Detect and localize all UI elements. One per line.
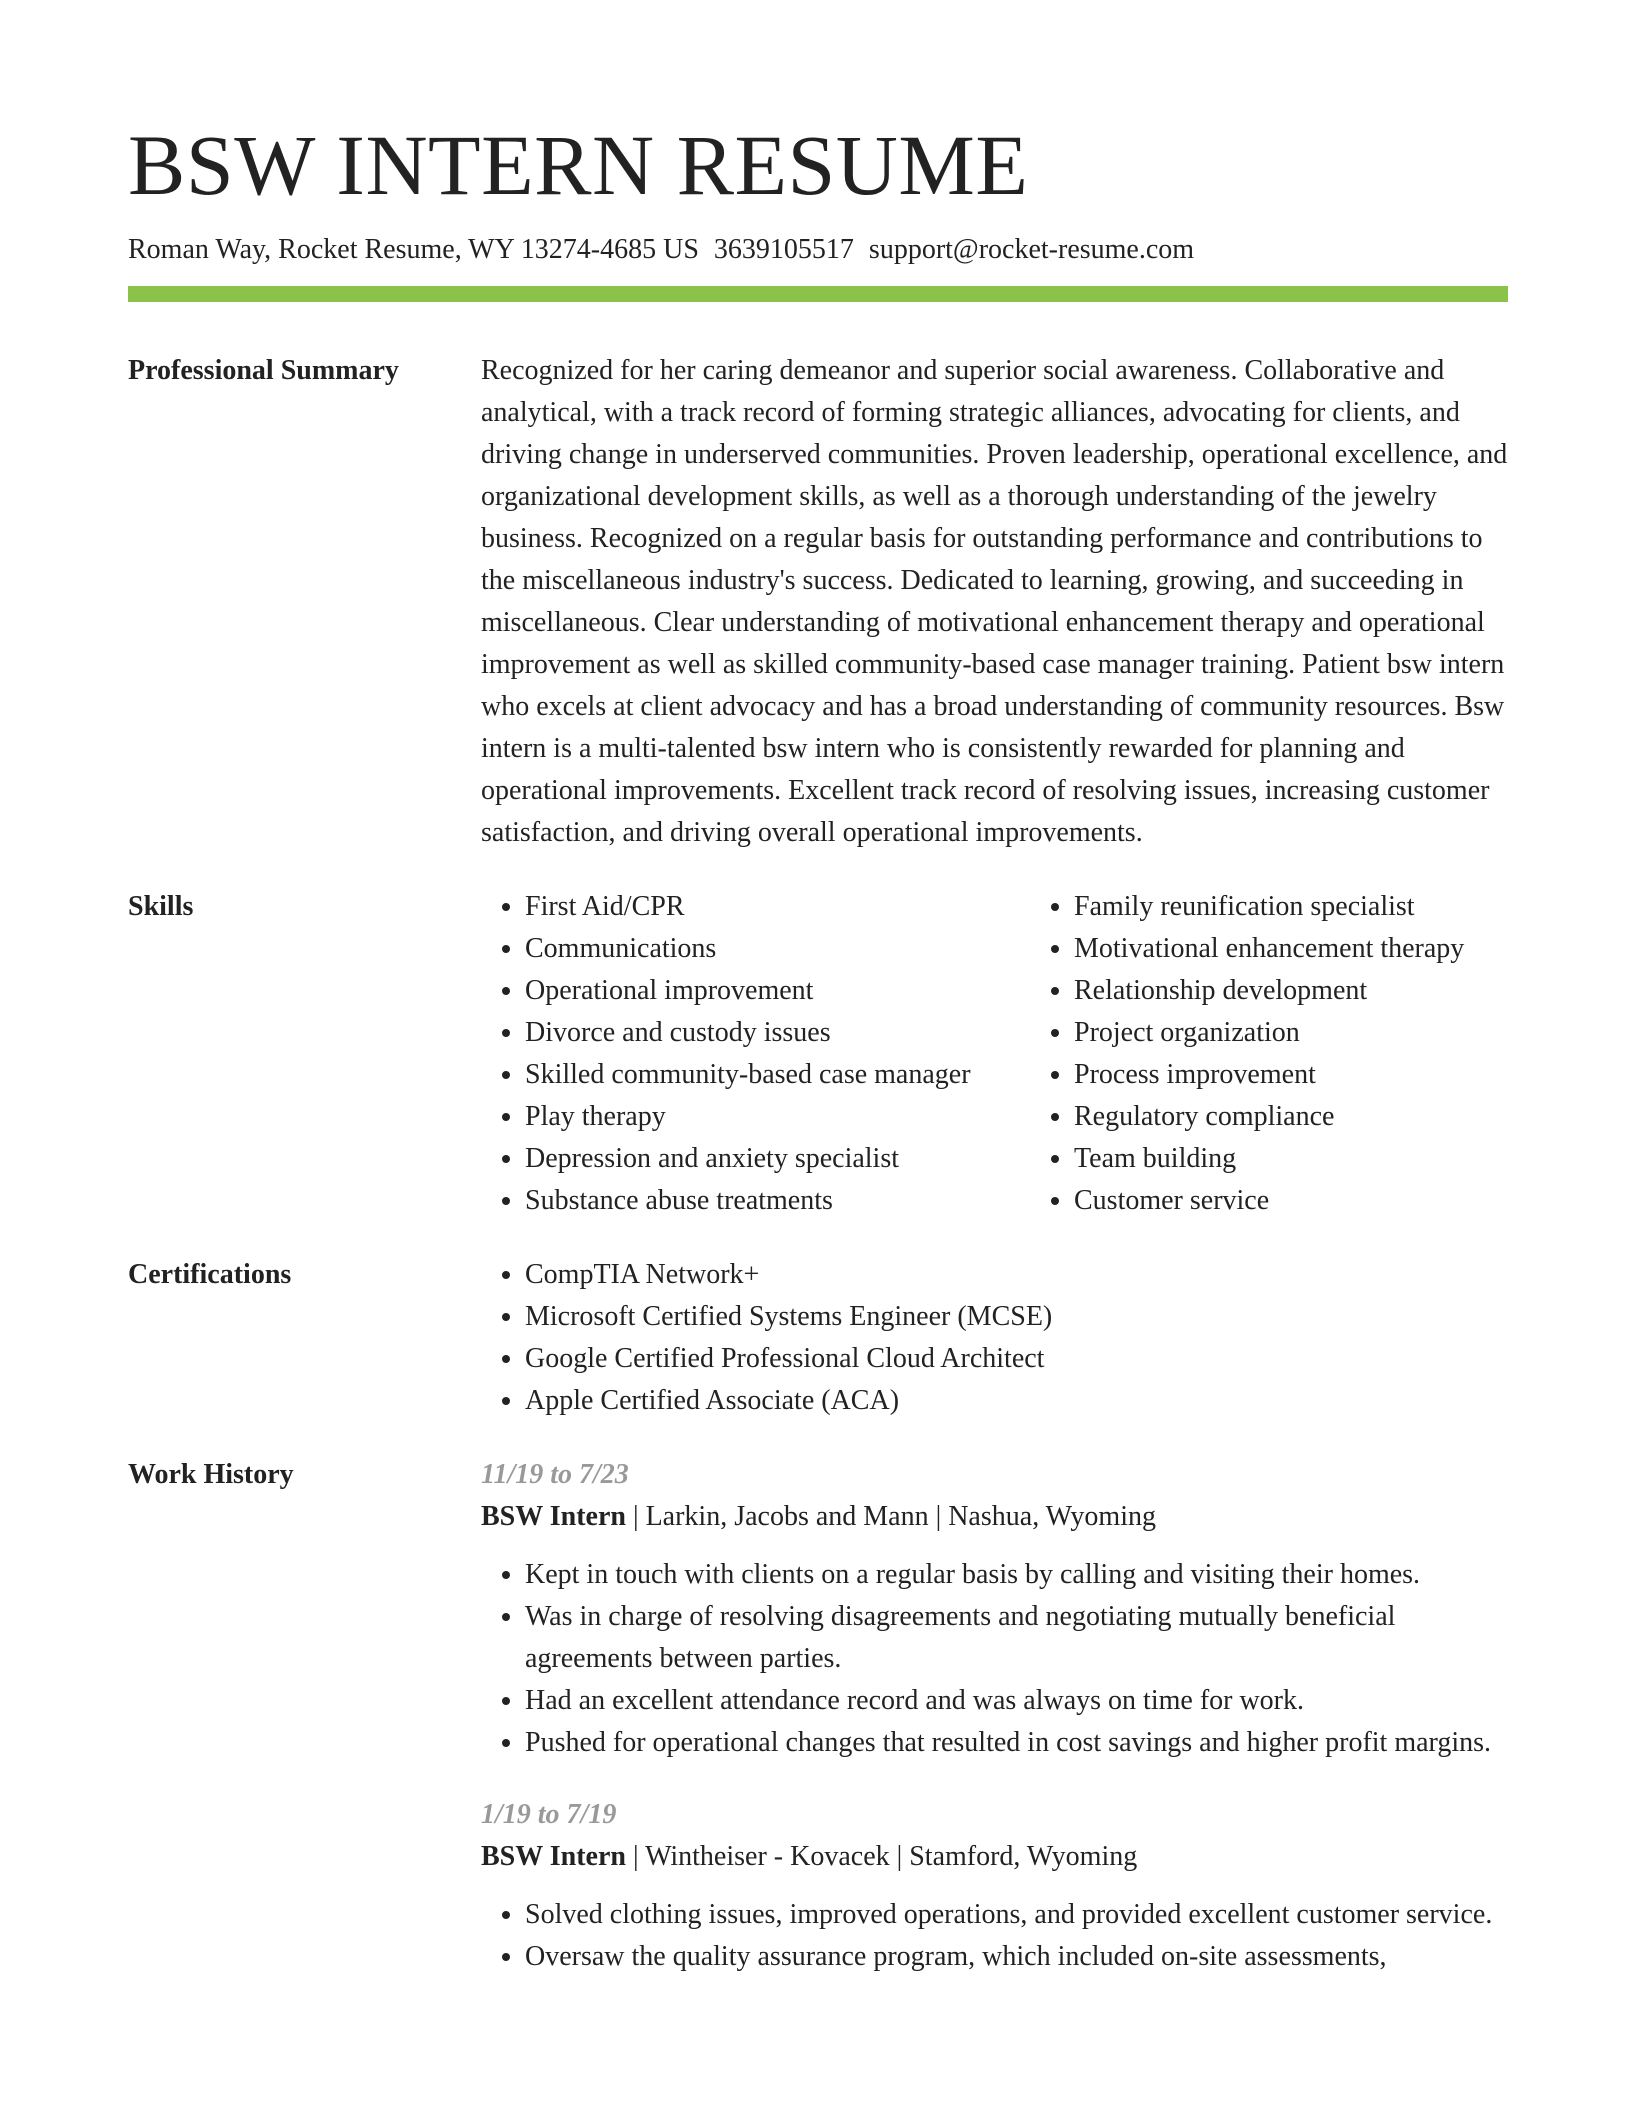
certifications-section <box>128 1254 1508 1422</box>
skill-item: • Motivational enhancement therapy <box>1074 928 1508 970</box>
summary-text: Recognized for her caring demeanor and superior social awareness. Collaborative and analytical, with a track record of forming strategic alliances, advocating for clients, and driving change in underserved communities. Proven leadership, operational excellence, and organizational development skills, as well as a thorough understanding of the jewelry business. Recognized on a regular basis for outstanding performance and contributions to the miscellaneous industry's success. Dedicated to learning, growing, and succeeding in miscellaneous. Clear understanding of motivational enhancement therapy and operational improvement as well as skilled community-based case manager training. Patient bsw intern who excels at client advocacy and has a broad understanding of community resources. Bsw intern is a multi-talented bsw intern who is consistently rewarded for planning and operational improvements. Excellent track record of resolving issues, increasing customer satisfaction, and driving overall operational improvements. <box>481 355 1508 848</box>
header-divider <box>128 286 1508 302</box>
contact-email: support@rocket-resume.com <box>868 234 1195 265</box>
job-details: | Larkin, Jacobs and Mann | Nashua, Wyoming <box>625 1501 1156 1532</box>
job-dates: 1/19 to 7/19 <box>481 1799 617 1830</box>
job-title: BSW Intern <box>481 1841 626 1872</box>
summary-section <box>128 350 1508 854</box>
skill-item: • Play therapy <box>525 1096 1030 1138</box>
resume-sections <box>128 350 1508 2010</box>
job-bullet: • Oversaw the quality assurance program, which included on-site assessments, <box>525 1936 1508 1978</box>
skill-item: • Skilled community-based case manager <box>525 1054 1030 1096</box>
job-bullet: • Kept in touch with clients on a regular basis by calling and visiting their homes. <box>525 1554 1508 1596</box>
skills-list-left <box>481 886 1030 1222</box>
certification-item: • Google Certified Professional Cloud Architect <box>525 1338 1508 1380</box>
resume-title: BSW INTERN RESUME <box>128 117 1029 213</box>
contact-phone: 3639105517 <box>713 234 854 265</box>
job-details: | Wintheiser - Kovacek | Stamford, Wyoming <box>625 1841 1138 1872</box>
skill-item: • Depression and anxiety specialist <box>525 1138 1030 1180</box>
work-history-label: Work History <box>128 1459 294 1490</box>
contact-line <box>128 232 1194 268</box>
skill-item: • Divorce and custody issues <box>525 1012 1030 1054</box>
skill-item: • Project organization <box>1074 1012 1508 1054</box>
certifications-list <box>481 1254 1508 1422</box>
skill-item: • First Aid/CPR <box>525 886 1030 928</box>
skill-item: • Customer service <box>1074 1180 1508 1222</box>
skill-item: • Relationship development <box>1074 970 1508 1012</box>
certification-item: • CompTIA Network+ <box>525 1254 1508 1296</box>
contact-address: Roman Way, Rocket Resume, WY 13274-4685 US <box>128 234 699 265</box>
job-bullets <box>481 1554 1508 1764</box>
skill-item: • Operational improvement <box>525 970 1030 1012</box>
certification-item: • Apple Certified Associate (ACA) <box>525 1380 1508 1422</box>
work-history-section <box>128 1454 1508 1978</box>
job-bullet: • Pushed for operational changes that resulted in cost savings and higher profit margins. <box>525 1722 1508 1764</box>
job-heading <box>481 1836 1508 1878</box>
job-heading <box>481 1496 1508 1538</box>
certification-item: • Microsoft Certified Systems Engineer (MCSE) <box>525 1296 1508 1338</box>
job-dates: 11/19 to 7/23 <box>481 1459 629 1490</box>
job-bullet: • Had an excellent attendance record and was always on time for work. <box>525 1680 1508 1722</box>
job-entry <box>481 1794 1508 1978</box>
job-entry <box>481 1454 1508 1764</box>
skill-item: • Family reunification specialist <box>1074 886 1508 928</box>
certifications-label: Certifications <box>128 1259 292 1290</box>
summary-label: Professional Summary <box>128 355 399 386</box>
skill-item: • Team building <box>1074 1138 1508 1180</box>
skills-label: Skills <box>128 891 194 922</box>
job-bullets <box>481 1894 1508 1978</box>
job-bullet: • Solved clothing issues, improved operations, and provided excellent customer service. <box>525 1894 1508 1936</box>
skill-item: • Process improvement <box>1074 1054 1508 1096</box>
job-title: BSW Intern <box>481 1501 626 1532</box>
skills-list-right <box>1030 886 1508 1222</box>
skill-item: • Communications <box>525 928 1030 970</box>
job-bullet: • Was in charge of resolving disagreements and negotiating mutually beneficial agreements between parties. <box>525 1596 1508 1680</box>
skills-section <box>128 886 1508 1222</box>
skill-item: • Substance abuse treatments <box>525 1180 1030 1222</box>
skill-item: • Regulatory compliance <box>1074 1096 1508 1138</box>
